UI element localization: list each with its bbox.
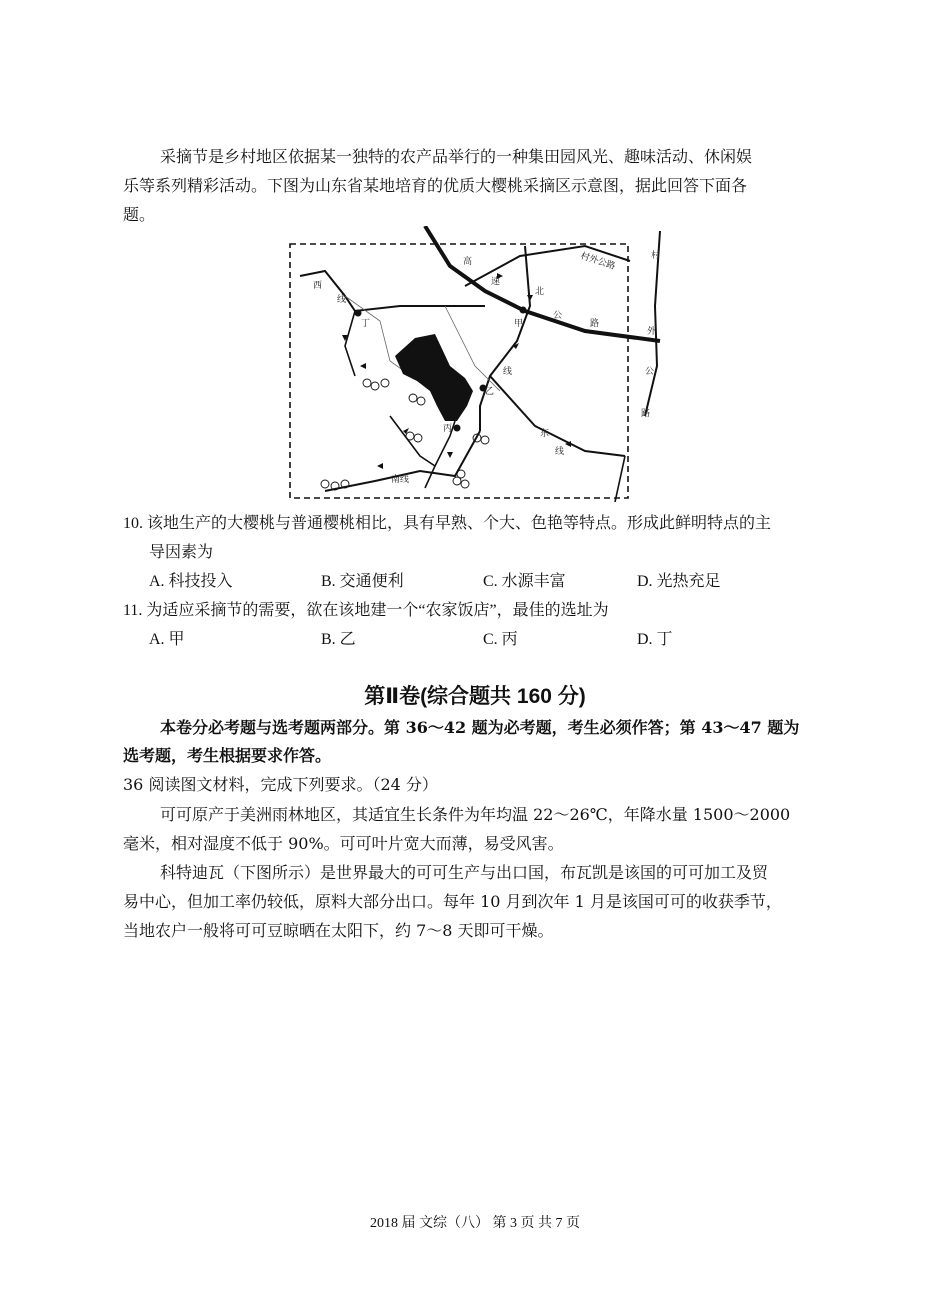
map-label-village-road: 村外公路: [579, 251, 617, 272]
map-label-xian-e: 线: [503, 367, 513, 377]
map-label-cun: 村: [651, 251, 661, 261]
intro-line-2: 乐等系列精彩活动。下图为山东省某地培育的优质大樱桃采摘区示意图，据此回答下面各: [123, 176, 748, 195]
q11-option-a: A. 甲: [149, 631, 185, 648]
section-2-note-line-1: 本卷分必考题与选考题两部分。第 36～42 题为必考题，考生必须作答；第 43～47 题为: [160, 718, 800, 737]
map-label-yi: 乙: [485, 387, 495, 397]
map-label-gong2: 公: [645, 367, 655, 377]
map-label-gao: 高: [463, 257, 473, 267]
map-label-su: 速: [491, 277, 501, 287]
q10-option-b: B. 交通便利: [321, 573, 404, 590]
map-label-xian-w: 线: [337, 295, 347, 305]
q10-option-a: A. 科技投入: [149, 573, 233, 590]
map-label-lu: 路: [590, 319, 600, 329]
q10-stem-line-1: 10. 该地生产的大樱桃与普通樱桃相比，具有早熟、个大、色艳等特点。形成此鲜明特点的主: [123, 515, 772, 532]
cherry-picking-area-map: [285, 226, 665, 502]
map-label-nan-xian: 南线: [391, 475, 410, 485]
map-label-lu2: 路: [641, 409, 651, 419]
map-label-jia: 甲: [514, 319, 524, 329]
page-footer: 2018 届 文综（八） 第 3 页 共 7 页: [370, 1216, 580, 1231]
q10-stem-line-2: 导因素为: [149, 544, 214, 561]
section-2-title: 第Ⅱ卷(综合题共 160 分): [364, 685, 586, 708]
map-label-dong: 东: [540, 429, 550, 439]
east-spur: [615, 456, 625, 502]
site-ding-dot: [355, 310, 362, 317]
section-2-note-line-2: 选考题，考生根据要求作答。: [123, 746, 332, 765]
map-label-xian-e2: 线: [555, 447, 565, 457]
q11-option-c: C. 丙: [483, 631, 518, 648]
site-jia-dot: [520, 307, 527, 314]
q36-stem: 36 阅读图文材料，完成下列要求。（24 分）: [123, 775, 438, 794]
direction-arrows: [342, 273, 571, 469]
q36-p2-line-2: 易中心，但加工率仍较低，原料大部分出口。每年 10 月到次年 1 月是该国可可的收获季节，: [123, 892, 782, 911]
q36-p1-line-2: 毫米，相对湿度不低于 90%。可可叶片宽大而薄，易受风害。: [123, 834, 564, 853]
map-label-gong: 公: [553, 311, 563, 321]
map-label-xi: 西: [313, 281, 323, 291]
q36-p1-line-1: 可可原产于美洲雨林地区，其适宜生长条件为年均温 22～26℃，年降水量 1500～2000: [160, 805, 791, 824]
map-label-wai: 外: [647, 327, 657, 337]
map-label-ding: 丁: [361, 319, 371, 329]
q36-p2-line-3: 当地农户一般将可可豆晾晒在太阳下，约 7～8 天即可干燥。: [123, 921, 554, 940]
q11-option-b: B. 乙: [321, 631, 356, 648]
map-label-bei: 北: [535, 287, 545, 297]
q10-option-d: D. 光热充足: [637, 573, 721, 590]
q36-p2-line-1: 科特迪瓦（下图所示）是世界最大的可可生产与出口国，布瓦凯是该国的可可加工及贸: [160, 863, 769, 882]
intro-line-1: 采摘节是乡村地区依据某一独特的农产品举行的一种集田园风光、趣味活动、休闲娱: [160, 147, 753, 166]
q10-option-c: C. 水源丰富: [483, 573, 566, 590]
map-label-bing: 丙: [443, 424, 453, 434]
east-road: [490, 376, 625, 456]
map-boundary: [290, 244, 628, 498]
q11-option-d: D. 丁: [637, 631, 673, 648]
west-road: [300, 271, 485, 311]
intro-line-3: 题。: [123, 205, 156, 224]
reservoir: [395, 334, 473, 421]
site-bing-dot: [454, 425, 461, 432]
q11-stem: 11. 为适应采摘节的需要，欲在该地建一个“农家饭店”，最佳的选址为: [123, 602, 609, 619]
west-spur: [345, 311, 355, 376]
